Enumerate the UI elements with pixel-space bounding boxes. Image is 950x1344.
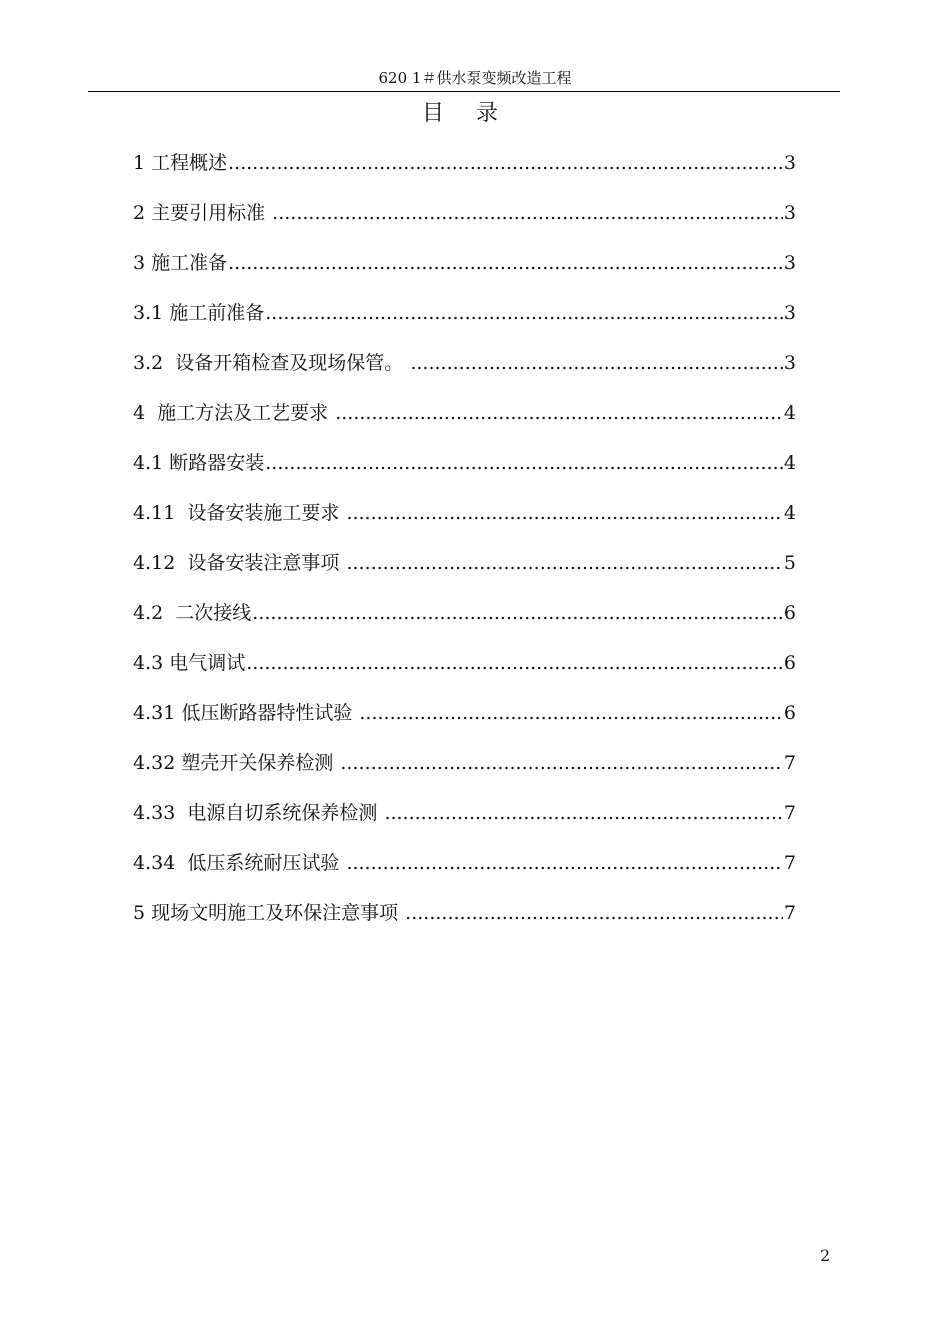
toc-entry-label: 4.2 二次接线 [133,602,252,624]
toc-entry[interactable] [133,799,796,849]
toc-entry[interactable] [133,449,796,499]
page-number: 2 [820,1246,831,1265]
toc-entry-page: 6 [783,652,796,674]
toc-entry[interactable] [133,899,796,949]
toc-leader-dots [228,249,783,277]
toc-entry[interactable] [133,199,796,249]
toc-leader-dots [346,849,782,877]
toc-entry-page: 3 [783,252,796,274]
toc-entry-label: 3.2 设备开箱检查及现场保管。 [133,352,410,374]
toc-entry-page: 4 [783,502,796,524]
toc-entry-label: 4.3 电气调试 [133,652,246,674]
toc-entry-page: 6 [783,602,796,624]
toc-entry[interactable] [133,849,796,899]
toc-entry[interactable] [133,699,796,749]
toc-entry[interactable] [133,599,796,649]
toc-leader-dots [384,799,782,827]
toc-leader-dots [272,199,783,227]
toc-leader-dots [246,649,783,677]
toc-leader-dots [265,299,783,327]
header-divider [88,91,840,92]
toc-entry-label: 3.1 施工前准备 [133,302,265,324]
toc-entry[interactable] [133,299,796,349]
toc-entry[interactable] [133,249,796,299]
toc-entry-page: 4 [783,452,796,474]
toc-entry[interactable] [133,749,796,799]
toc-entry[interactable] [133,149,796,199]
toc-entry-page: 3 [783,352,796,374]
toc-leader-dots [346,549,782,577]
table-of-contents [133,149,796,949]
toc-entry[interactable] [133,399,796,449]
toc-entry-label: 3 施工准备 [133,252,228,274]
toc-entry-label: 1 工程概述 [133,152,228,174]
toc-entry[interactable] [133,649,796,699]
toc-entry-label: 2 主要引用标准 [133,202,272,224]
toc-entry-page: 3 [783,152,796,174]
toc-entry-label: 4.31 低压断路器特性试验 [133,702,359,724]
toc-entry-page: 3 [783,202,796,224]
toc-entry-page: 5 [783,552,796,574]
toc-entry-label: 4.32 塑壳开关保养检测 [133,752,340,774]
toc-entry-label: 4.34 低压系统耐压试验 [133,852,346,874]
header-title: 620 1＃供水泵变频改造工程 [378,69,572,87]
toc-entry-label: 4.1 断路器安装 [133,452,265,474]
toc-entry-page: 7 [783,802,796,824]
toc-entry-page: 7 [783,852,796,874]
toc-leader-dots [405,899,783,927]
toc-entry[interactable] [133,349,796,399]
toc-entry-page: 7 [783,752,796,774]
toc-entry-page: 7 [783,902,796,924]
toc-entry-page: 3 [783,302,796,324]
toc-entry-label: 5 现场文明施工及环保注意事项 [133,902,405,924]
toc-leader-dots [410,349,783,377]
toc-entry-label: 4.33 电源自切系统保养检测 [133,802,384,824]
toc-entry-label: 4 施工方法及工艺要求 [133,402,335,424]
toc-entry-page: 6 [783,702,796,724]
toc-title: 目录 [421,101,530,126]
toc-leader-dots [335,399,783,427]
toc-entry[interactable] [133,499,796,549]
toc-leader-dots [359,699,783,727]
toc-leader-dots [346,499,782,527]
toc-entry-label: 4.11 设备安装施工要求 [133,502,346,524]
toc-entry[interactable] [133,549,796,599]
toc-entry-page: 4 [783,402,796,424]
toc-entry-label: 4.12 设备安装注意事项 [133,552,346,574]
toc-leader-dots [228,149,783,177]
toc-leader-dots [252,599,783,627]
toc-leader-dots [340,749,783,777]
toc-leader-dots [265,449,783,477]
